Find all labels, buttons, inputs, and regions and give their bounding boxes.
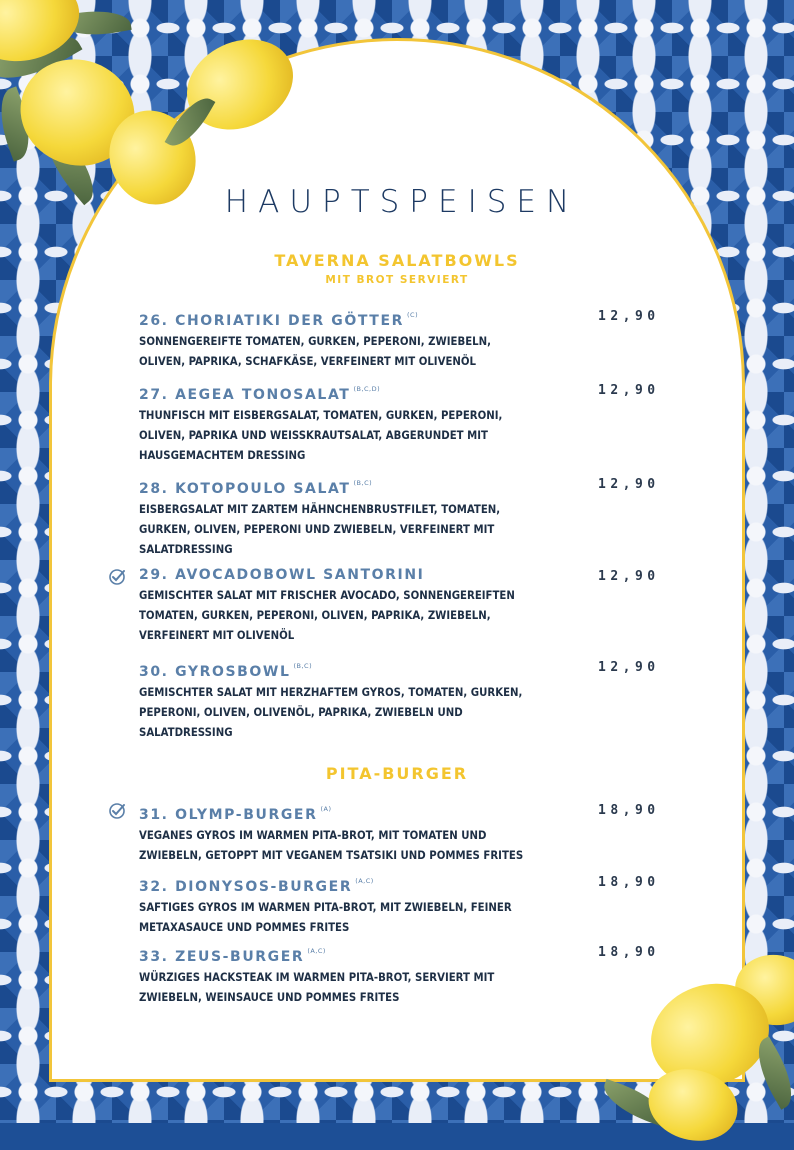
allergen-codes: (B,C,D) [353, 385, 381, 393]
description-line: PEPERONI, OLIVEN, OLIVENÖL, PAPRIKA, ZWIEBELN UND [139, 706, 463, 719]
description-line: OLIVEN, PAPRIKA UND WEISSKRAUTSALAT, ABGERUNDET MIT [139, 429, 488, 442]
description-line: SALATDRESSING [139, 543, 233, 556]
description-line: OLIVEN, PAPRIKA, SCHAFKÄSE, VERFEINERT MIT OLIVENÖL [139, 355, 477, 368]
page-title: HAUPTSPEISEN [224, 184, 580, 220]
description-line: SONNENGEREIFTE TOMATEN, GURKEN, PEPERONI, ZWIEBELN, [139, 335, 491, 348]
allergen-codes: (A,C) [307, 947, 326, 955]
allergen-codes: (A) [320, 805, 332, 813]
description-line: SALATDRESSING [139, 726, 233, 739]
menu-item-price: 18,90 [598, 803, 660, 818]
menu-item-price: 18,90 [598, 875, 660, 890]
menu-item-price: 12,90 [598, 477, 660, 492]
allergen-codes: (B,C) [293, 662, 313, 670]
menu-item-title: 26. CHORIATIKI DER GÖTTER [139, 313, 404, 329]
description-line: WÜRZIGES HACKSTEAK IM WARMEN PITA-BROT, SERVIERT MIT [139, 971, 495, 984]
description-line: EISBERGSALAT MIT ZARTEM HÄHNCHENBRUSTFILET, TOMATEN, [139, 503, 501, 516]
menu-item-price: 18,90 [598, 945, 660, 960]
menu-item-description [139, 406, 679, 466]
menu-item-title: 33. ZEUS-BURGER [139, 949, 305, 965]
menu-item-price: 12,90 [598, 569, 660, 584]
menu-item-title: 30. GYROSBOWL [139, 664, 291, 680]
menu-item-description [139, 968, 679, 1008]
description-line: GEMISCHTER SALAT MIT HERZHAFTEM GYROS, TOMATEN, GURKEN, [139, 686, 523, 699]
description-line: TOMATEN, GURKEN, PEPERONI, OLIVEN, PAPRIKA, ZWIEBELN, [139, 609, 491, 622]
description-line: HAUSGEMACHTEM DRESSING [139, 449, 306, 462]
menu-item-price: 12,90 [598, 383, 660, 398]
description-line: METAXASAUCE UND POMMES FRITES [139, 921, 350, 934]
allergen-codes: (C) [407, 311, 419, 319]
menu-item-title: 29. AVOCADOBOWL SANTORINI [139, 567, 425, 583]
menu-item-title: 28. KOTOPOULO SALAT [139, 481, 351, 497]
menu-item-price: 12,90 [598, 660, 660, 675]
description-line: VEGANES GYROS IM WARMEN PITA-BROT, MIT TOMATEN UND [139, 829, 487, 842]
description-line: THUNFISCH MIT EISBERGSALAT, TOMATEN, GURKEN, PEPERONI, [139, 409, 503, 422]
description-line: GURKEN, OLIVEN, PEPERONI UND ZWIEBELN, VERFEINERT MIT [139, 523, 495, 536]
description-line: SAFTIGES GYROS IM WARMEN PITA-BROT, MIT ZWIEBELN, FEINER [139, 901, 512, 914]
description-line: ZWIEBELN, GETOPPT MIT VEGANEM TSATSIKI UND POMMES FRITES [139, 849, 524, 862]
menu-item-title: 27. AEGEA TONOSALAT [139, 387, 351, 403]
allergen-codes: (B,C) [353, 479, 373, 487]
allergen-codes: (A,C) [355, 877, 374, 885]
leaf-check-icon [108, 568, 126, 586]
menu-item-description [139, 586, 679, 646]
menu-item-title: 31. OLYMP-BURGER [139, 807, 318, 823]
menu-item-description [139, 500, 679, 560]
section-title: PITA-BURGER [325, 764, 469, 783]
menu-item-price: 12,90 [598, 309, 660, 324]
section-title: TAVERNA SALATBOWLS [274, 251, 520, 270]
description-line: GEMISCHTER SALAT MIT FRISCHER AVOCADO, SONNENGEREIFTEN [139, 589, 515, 602]
description-line: ZWIEBELN, WEINSAUCE UND POMMES FRITES [139, 991, 400, 1004]
menu-item-description [139, 332, 679, 372]
leaf-check-icon [108, 802, 126, 820]
description-line: VERFEINERT MIT OLIVENÖL [139, 629, 295, 642]
menu-item-description [139, 826, 679, 866]
menu-item-description [139, 683, 679, 743]
menu-item-title: 32. DIONYSOS-BURGER [139, 879, 353, 895]
menu-item-description [139, 898, 679, 938]
section-subtitle: MIT BROT SERVIERT [325, 274, 469, 286]
